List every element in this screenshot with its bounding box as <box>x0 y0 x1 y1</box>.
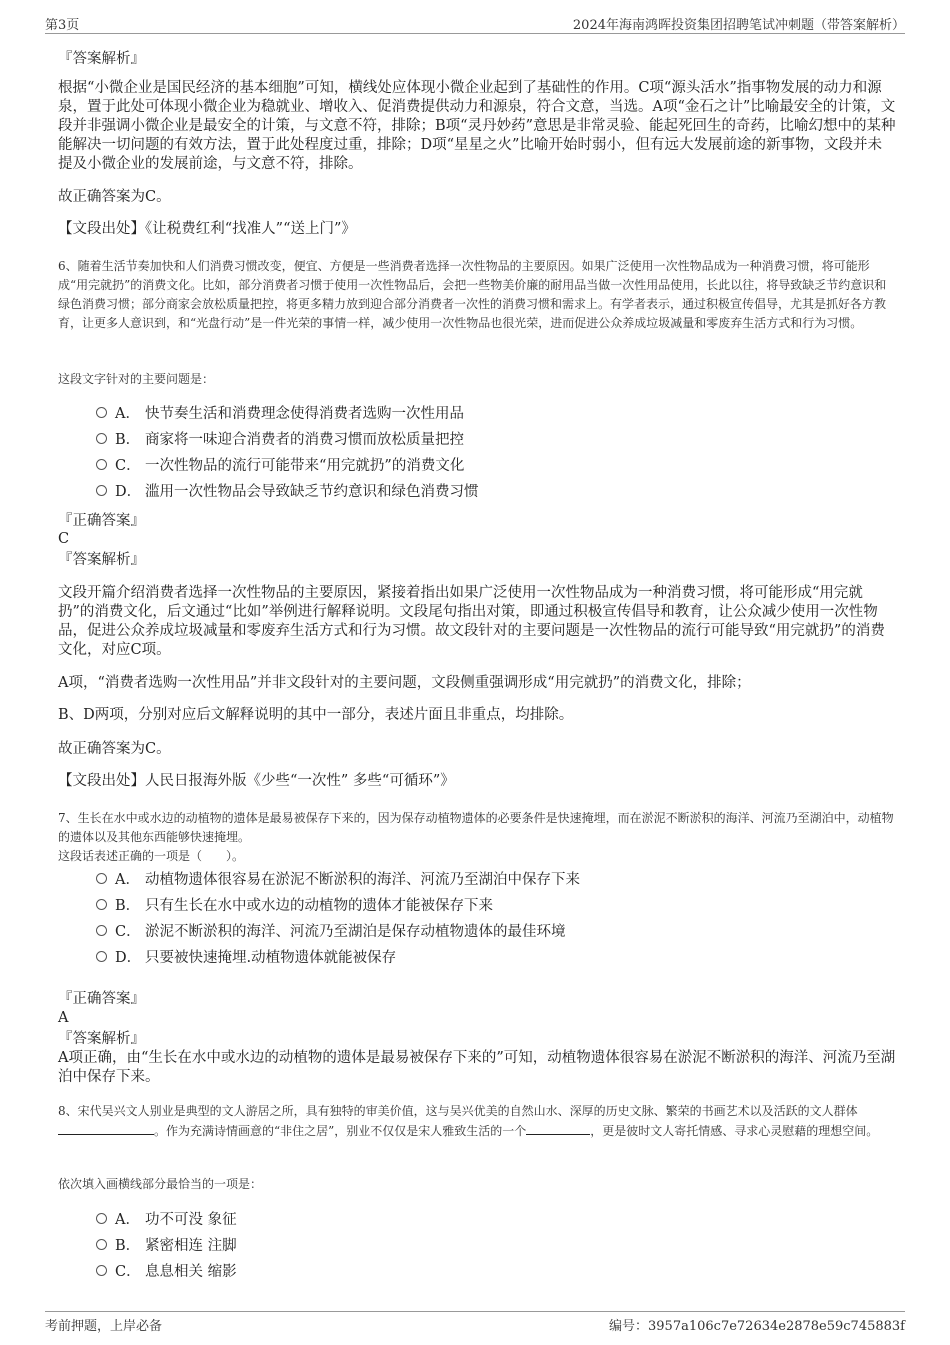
footer-slogan: 考前押题，上岸必备 <box>45 1319 163 1334</box>
q7-analysis-text: A项正确，由“生长在水中或水边的动植物的遗体是最易被保存下来的”可知，动植物遗体很容易在淤泥不断淤积的海洋、河流乃至湖泊中保存下来。 <box>58 1050 896 1085</box>
q7-answer-label: 『正确答案』 <box>58 991 145 1007</box>
q8-option-b[interactable]: B． 紧密相连 注脚 <box>96 1233 856 1259</box>
q8-blank-1[interactable] <box>58 1121 154 1135</box>
q6-analysis-bd: B、D两项，分别对应后文解释说明的其中一部分，表述片面且非重点，均排除。 <box>58 707 574 723</box>
radio-icon[interactable] <box>96 407 107 418</box>
q6-analysis-label: 『答案解析』 <box>58 552 145 568</box>
radio-icon[interactable] <box>96 459 107 470</box>
q6-analysis-text: 文段开篇介绍消费者选择一次性物品的主要原因，紧接着指出如果广泛使用一次性物品成为一种消费习惯，将可能形成“用完就扔”的消费文化，后文通过“比如”举例进行解释说明。文段尾句指出对策，即通过积极宣传倡导和教育，让公众减少使用一次性物品，促进公众养成垃圾减量和零废弃生活方式和行为习惯。故文段针对的主要问题是一次性物品的流行可能导致“用完就扔”的消费文化，对应C项。 <box>58 585 885 658</box>
q6-question: 这段文字针对的主要问题是： <box>58 372 215 386</box>
q6-option-d[interactable]: D． 滥用一次性物品会导致缺乏节约意识和绿色消费习惯 <box>96 479 856 505</box>
q5-analysis-label: 『答案解析』 <box>58 51 145 67</box>
q8-options <box>96 1207 856 1285</box>
q7-options <box>96 867 856 971</box>
radio-icon[interactable] <box>96 485 107 496</box>
q7-passage: 7、生长在水中或水边的动植物的遗体是最易被保存下来的，因为保存动植物遗体的必要条件是快速掩埋，而在淤泥不断淤积的海洋、河流乃至湖泊中，动植物的遗体以及其他东西能够快速掩埋。 <box>58 811 894 844</box>
q6-option-c[interactable]: C． 一次性物品的流行可能带来“用完就扔”的消费文化 <box>96 453 856 479</box>
q7-analysis-label: 『答案解析』 <box>58 1031 145 1047</box>
q8-option-c[interactable]: C． 息息相关 缩影 <box>96 1259 856 1285</box>
radio-icon[interactable] <box>96 1213 107 1224</box>
q7-option-b[interactable]: B． 只有生长在水中或水边的动植物的遗体才能被保存下来 <box>96 893 856 919</box>
q8-passage: 8、宋代吴兴文人别业是典型的文人游居之所，具有独特的审美价值，这与吴兴优美的自然山水、深厚的历史文脉、繁荣的书画艺术以及活跃的文人群体。作为充满诗情画意的“非住之居”，别业不仅仅是宋人雅致生活的一个 ，更是彼时文人寄托情感、寻求心灵慰藉的理想空间。 <box>58 1104 879 1138</box>
q7-question: 这段话表述正确的一项是（ ）。 <box>58 849 245 863</box>
q7-option-d[interactable]: D． 只要被快速掩埋.动植物遗体就能被保存 <box>96 945 856 971</box>
q6-options <box>96 401 856 505</box>
page-footer <box>45 1311 905 1333</box>
q8-blank-2[interactable] <box>526 1121 590 1135</box>
q8-option-a[interactable]: A． 功不可没 象征 <box>96 1207 856 1233</box>
q5-analysis-text: 根据“小微企业是国民经济的基本细胞”可知，横线处应体现小微企业起到了基础性的作用。C项“源头活水”指事物发展的动力和源泉，置于此处可体现小微企业为稳就业、增收入、促消费提供动力和源泉，符合文意，当选。A项“金石之计”比喻最安全的计策，文段并非强调小微企业是最安全的计策，与文意不符，排除；B项“灵丹妙药”意思是非常灵验、能起死回生的奇药，比喻幻想中的某种能解决一切问题的有效方法，置于此处程度过重，排除；D项“星星之火”比喻开始时弱小，但有远大发展前途的新事物，文段并未提及小微企业的发展前途，与文意不符，排除。 <box>58 80 896 172</box>
radio-icon[interactable] <box>96 925 107 936</box>
radio-icon[interactable] <box>96 433 107 444</box>
radio-icon[interactable] <box>96 873 107 884</box>
q7-option-c[interactable]: C． 淤泥不断淤积的海洋、河流乃至湖泊是保存动植物遗体的最佳环境 <box>96 919 856 945</box>
q5-conclusion: 故正确答案为C。 <box>58 189 171 205</box>
radio-icon[interactable] <box>96 1265 107 1276</box>
radio-icon[interactable] <box>96 1239 107 1250</box>
q6-option-b[interactable]: B． 商家将一味迎合消费者的消费习惯而放松质量把控 <box>96 427 856 453</box>
document-title: 2024年海南鸿晖投资集团招聘笔试冲刺题（带答案解析） <box>572 18 905 33</box>
q6-source: 【文段出处】人民日报海外版《少些“一次性” 多些“可循环”》 <box>58 773 455 789</box>
q6-conclusion: 故正确答案为C。 <box>58 741 171 757</box>
q6-analysis-a: A项，“消费者选购一次性用品”并非文段针对的主要问题，文段侧重强调形成“用完就扔”的消费文化，排除； <box>58 675 751 691</box>
q6-option-a[interactable]: A． 快节奏生活和消费理念使得消费者选购一次性用品 <box>96 401 856 427</box>
q7-option-a[interactable]: A． 动植物遗体很容易在淤泥不断淤积的海洋、河流乃至湖泊中保存下来 <box>96 867 856 893</box>
q6-answer: C <box>58 531 70 547</box>
q5-source: 【文段出处】《让税费红利“找准人”“送上门”》 <box>58 221 356 237</box>
q7-answer: A <box>58 1010 69 1026</box>
page-header <box>45 14 905 34</box>
q8-question: 依次填入画横线部分最恰当的一项是： <box>58 1177 263 1191</box>
radio-icon[interactable] <box>96 899 107 910</box>
page-number: 第3页 <box>45 18 80 33</box>
radio-icon[interactable] <box>96 951 107 962</box>
q6-passage: 6、随着生活节奏加快和人们消费习惯改变，便宜、方便是一些消费者选择一次性物品的主要原因。如果广泛使用一次性物品成为一种消费习惯，将可能形成“用完就扔”的消费文化。比如，部分消费者习惯于使用一次性物品后，会把一些物美价廉的耐用品当做一次性用品使用，长此以往，将导致缺乏节约意识和绿色消费习惯；部分商家会放松质量把控，将更多精力放到迎合部分消费者一次性的消费习惯和需求上。有学者表示，通过积极宣传倡导，尤其是抓好各方教育，让更多人意识到，和“光盘行动”是一件光荣的事情一样，减少使用一次性物品也很光荣，进而促进公众养成垃圾减量和零废弃生活方式和行为习惯。 <box>58 259 887 330</box>
q6-answer-label: 『正确答案』 <box>58 513 145 529</box>
footer-code: 编号：3957a106c7e72634e2878e59c745883f <box>609 1319 905 1334</box>
